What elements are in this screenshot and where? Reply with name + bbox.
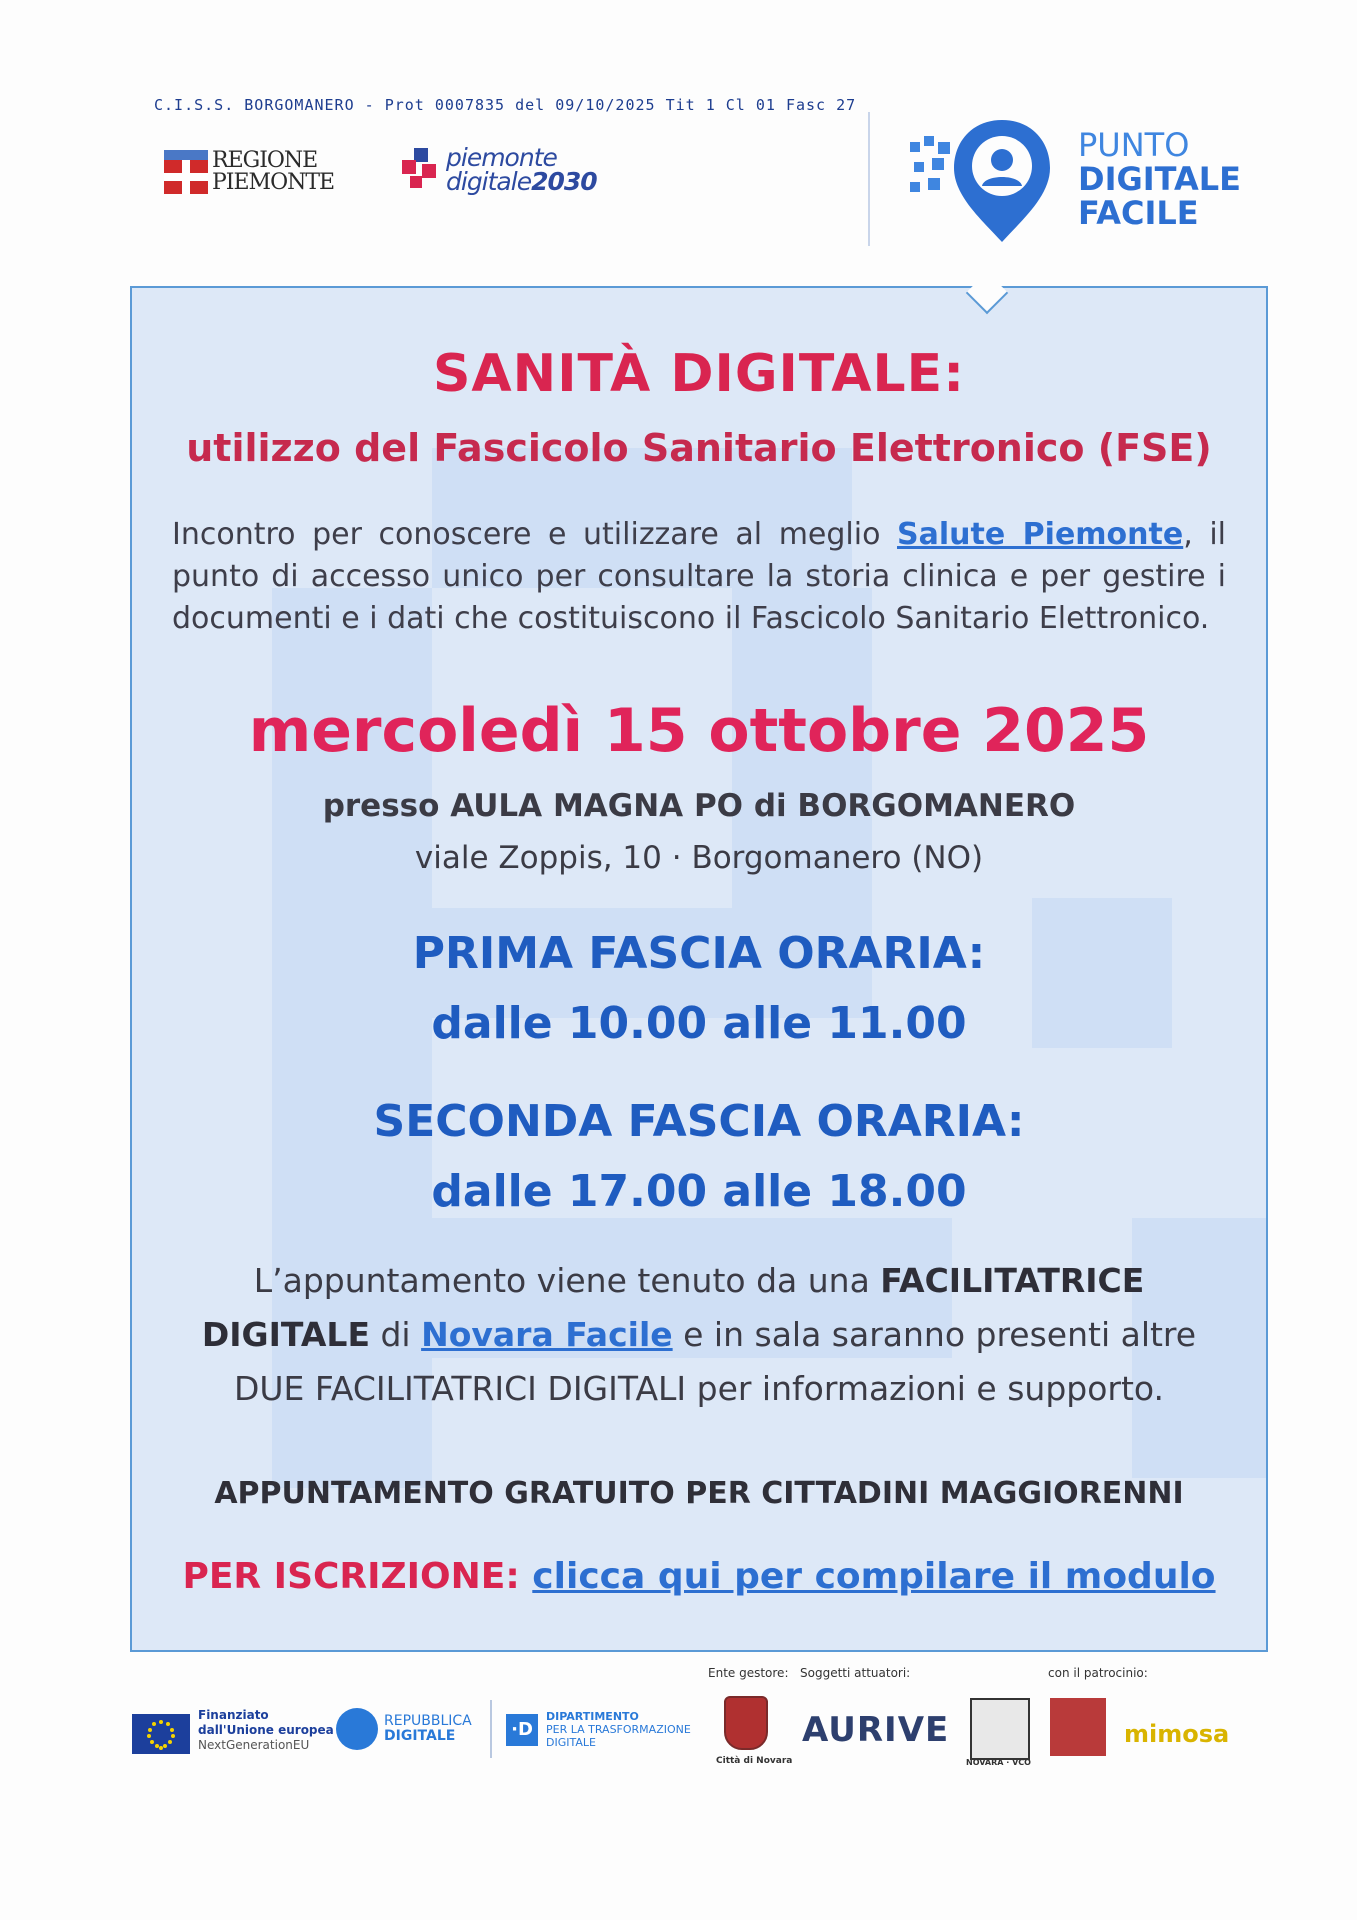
location-pin-icon (910, 116, 1060, 246)
pd-word-2: digitale (446, 167, 532, 196)
facil-text-3: e in sala saranno presenti altre DUE FACILITATRICI DIGITALI per informazioni e supporto. (233, 1315, 1197, 1408)
registration-line (132, 1556, 1266, 1597)
eu-flag-icon (132, 1714, 190, 1754)
repubblica-digitale-logo (336, 1708, 472, 1750)
slot2-title: SECONDA FASCIA ORARIA: (373, 1096, 1025, 1147)
pd-year: 2030 (531, 167, 597, 196)
italy-icon (336, 1708, 378, 1750)
rep-line-1: REPUBBLICA (384, 1713, 472, 1729)
mimosa-logo: mimosa (1124, 1720, 1230, 1748)
piemonte-label: PIEMONTE (212, 170, 335, 195)
soggetti-label: Soggetti attuatori: (800, 1666, 911, 1680)
dip-line-2: PER LA TRASFORMAZIONE (546, 1723, 691, 1736)
footer-divider (490, 1700, 492, 1758)
event-intro (172, 514, 1226, 640)
patrocinio-label: con il patrocinio: (1048, 1666, 1148, 1680)
facil-text-1: L’appuntamento viene tenuto da una (253, 1261, 881, 1300)
event-subtitle: utilizzo del Fascicolo Sanitario Elettronico (FSE) (186, 426, 1212, 470)
header-divider (868, 112, 870, 246)
pdf-word-2: DIGITALE (1078, 160, 1241, 198)
registration-form-link[interactable]: clicca qui per compilare il modulo (532, 1556, 1216, 1597)
event-venue: presso AULA MAGNA PO di BORGOMANERO (322, 788, 1076, 824)
eu-funding-label (198, 1708, 334, 1753)
event-info-box (130, 286, 1268, 1652)
aurive-logo: AURIVE (802, 1710, 950, 1750)
dipartimento-logo (506, 1710, 691, 1749)
eu-line-2: dall'Unione europea (198, 1723, 334, 1737)
facilitator-info (172, 1254, 1226, 1416)
intro-text-end: , il punto di accesso unico per consultare la storia clinica e per gestire i documenti e i dati che costituiscono il Fascicolo Sanitario Elettronico. (172, 517, 1226, 636)
novara-vco-label: NOVARA · VCO (966, 1758, 1031, 1767)
piemonte-digitale-logo (402, 143, 597, 196)
protocol-stamp: C.I.S.S. BORGOMANERO - Prot 0007835 del 09/10/2025 Tit 1 Cl 01 Fasc 27 (154, 96, 857, 114)
eu-line-3: NextGenerationEU (198, 1738, 310, 1752)
rep-line-2: DIGITALE (384, 1728, 456, 1744)
pd-word-1: piemonte (446, 143, 557, 172)
dipartimento-icon: ·D (506, 1714, 538, 1746)
event-address: viale Zoppis, 10 · Borgomanero (NO) (414, 840, 984, 876)
regione-piemonte-logo (164, 150, 334, 194)
piemonte-digitale-icon (402, 148, 442, 192)
salute-piemonte-link[interactable]: Salute Piemonte (897, 517, 1184, 552)
event-date: mercoledì 15 ottobre 2025 (248, 696, 1150, 766)
intro-text: Incontro per conoscere e utilizzare al meglio (172, 517, 898, 552)
punto-digitale-facile-label (1078, 128, 1241, 230)
novara-facile-link[interactable]: Novara Facile (421, 1315, 673, 1354)
piemonte-flag-icon (164, 150, 208, 194)
eu-line-1: Finanziato (198, 1708, 269, 1722)
registration-label: PER ISCRIZIONE: (182, 1556, 533, 1597)
pdf-word-1: PUNTO (1078, 126, 1190, 164)
pdf-word-3: FACILE (1078, 194, 1199, 232)
novara-crest-icon (724, 1696, 768, 1750)
patrocinio-crest-icon (1050, 1698, 1106, 1756)
free-notice: APPUNTAMENTO GRATUITO PER CITTADINI MAGGIORENNI (214, 1476, 1184, 1511)
regione-label: REGIONE (212, 148, 318, 173)
slot1-title: PRIMA FASCIA ORARIA: (412, 928, 986, 979)
dip-line-3: DIGITALE (546, 1736, 596, 1749)
novara-vco-logo (970, 1698, 1030, 1760)
slot2-time: dalle 17.00 alle 18.00 (431, 1166, 967, 1217)
event-title: SANITÀ DIGITALE: (432, 344, 965, 404)
facil-text-2: di (369, 1315, 422, 1354)
dip-line-1: DIPARTIMENTO (546, 1710, 639, 1723)
facil-role: FACILITATRICE DIGITALE (201, 1261, 1145, 1354)
slot1-time: dalle 10.00 alle 11.00 (431, 998, 967, 1049)
ente-gestore-label: Ente gestore: (708, 1666, 789, 1680)
citta-novara-label: Città di Novara (716, 1756, 793, 1766)
